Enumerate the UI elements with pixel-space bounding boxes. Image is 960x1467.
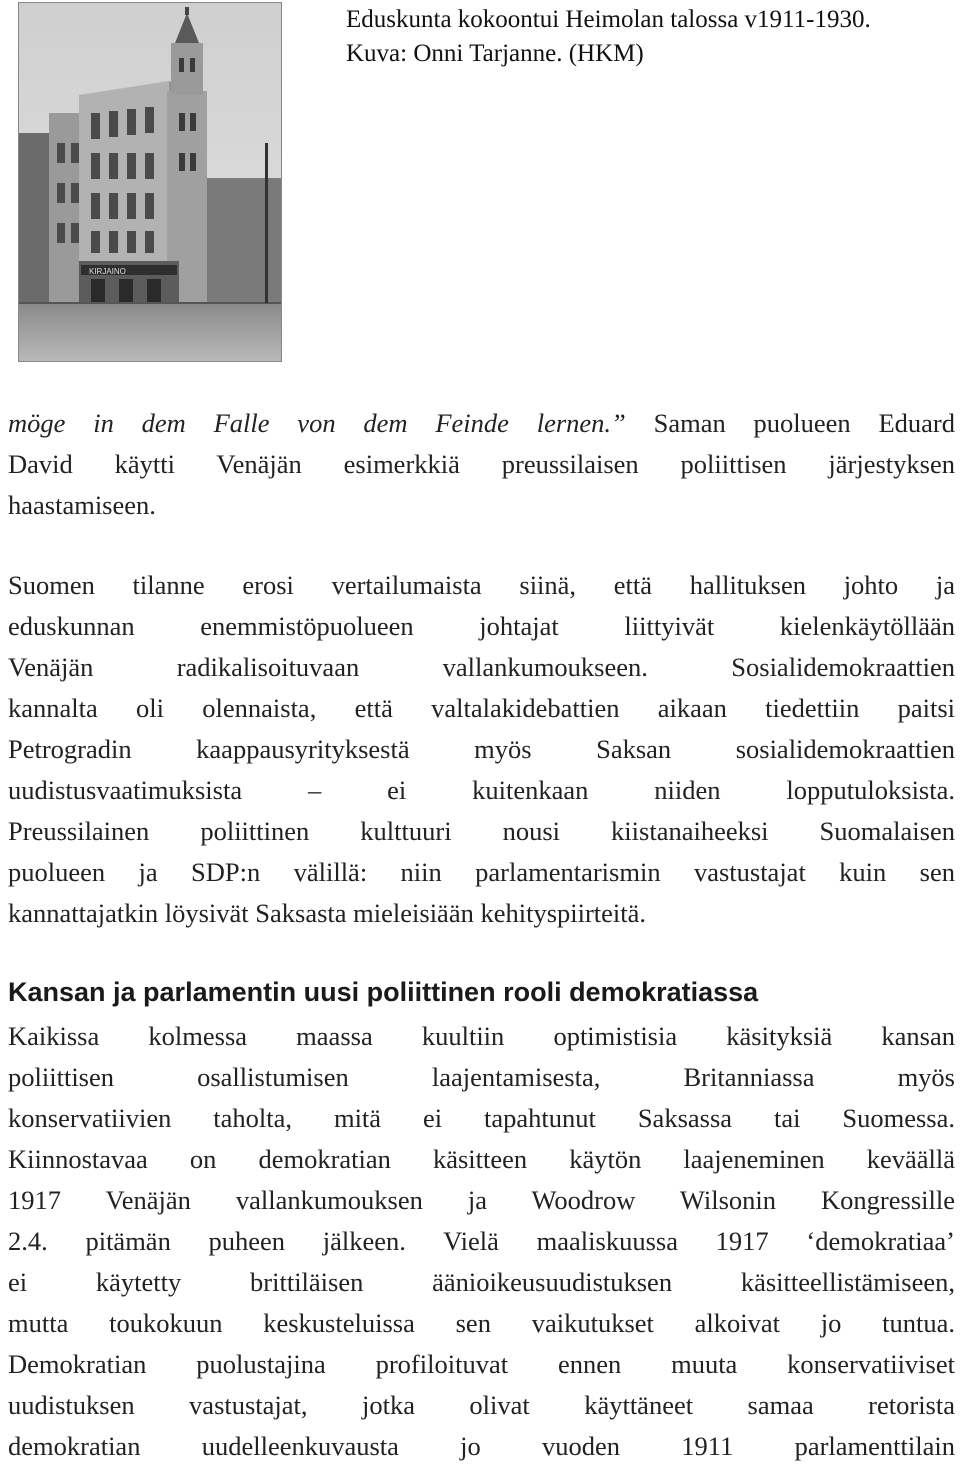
text-line: kannalta oli olennaista, että valtalakidebattien aikaan tiedettiin paitsi xyxy=(8,693,955,723)
text-line: kannattajatkin löysivät Saksasta mieleisiään kehityspiirteitä. xyxy=(8,898,647,928)
text-line: 1917 Venäjän vallankumouksen ja Woodrow Wilsonin Kongressille xyxy=(8,1185,955,1215)
text-line: Demokratian puolustajina profiloituvat ennen muuta konservatiiviset xyxy=(8,1349,955,1379)
paragraph-democracy xyxy=(8,1016,955,1467)
paragraph-finnish-situation xyxy=(8,565,955,934)
paragraph-continued-quote xyxy=(8,403,955,526)
german-quote: möge in dem Falle von dem Feinde lernen.” xyxy=(8,408,626,438)
caption-line: Eduskunta kokoontui Heimolan talossa v1911-1930. xyxy=(346,6,871,33)
text-run: Saman puolueen Eduard xyxy=(625,408,955,438)
text-line xyxy=(8,403,955,444)
heimola-building-image xyxy=(19,3,281,361)
text-line: uudistuksen vastustajat, jotka olivat käyttäneet samaa retorista xyxy=(8,1390,955,1420)
text-line: uudistusvaatimuksista – ei kuitenkaan niiden lopputuloksista. xyxy=(8,775,955,805)
text-line: haastamiseen. xyxy=(8,490,156,520)
text-line: 2.4. pitämän puheen jälkeen. Vielä maaliskuussa 1917 ‘demokratiaa’ xyxy=(8,1226,955,1256)
text-line: David käytti Venäjän esimerkkiä preussilaisen poliittisen järjestyksen xyxy=(8,449,955,479)
text-line: eduskunnan enemmistöpuolueen johtajat liittyivät kielenkäytöllään xyxy=(8,611,955,641)
building-photo xyxy=(18,2,282,362)
caption-line: Kuva: Onni Tarjanne. (HKM) xyxy=(346,40,644,67)
text-line: puolueen ja SDP:n välillä: niin parlamentarismin vastustajat kuin sen xyxy=(8,857,955,887)
text-line: Petrogradin kaappausyrityksestä myös Saksan sosialidemokraattien xyxy=(8,734,955,764)
section-heading: Kansan ja parlamentin uusi poliittinen rooli demokratiassa xyxy=(8,977,759,1007)
photo-caption xyxy=(346,3,946,71)
text-line: Preussilainen poliittinen kulttuuri nousi kiistanaiheeksi Suomalaisen xyxy=(8,816,955,846)
text-line: Suomen tilanne erosi vertailumaista siinä, että hallituksen johto ja xyxy=(8,570,955,600)
text-line: poliittisen osallistumisen laajentamisesta, Britanniassa myös xyxy=(8,1062,955,1092)
text-line: ei käytetty brittiläisen äänioikeusuudistuksen käsitteellistämiseen, xyxy=(8,1267,955,1297)
text-line: konservatiivien taholta, mitä ei tapahtunut Saksassa tai Suomessa. xyxy=(8,1103,955,1133)
text-line: Kaikissa kolmessa maassa kuultiin optimistisia käsityksiä kansan xyxy=(8,1021,955,1051)
text-line: mutta toukokuun keskusteluissa sen vaikutukset alkoivat jo tuntua. xyxy=(8,1308,955,1338)
text-line: demokratian uudelleenkuvausta jo vuoden 1911 parlamenttilain xyxy=(8,1431,955,1461)
text-line: Kiinnostavaa on demokratian käsitteen käytön laajeneminen keväällä xyxy=(8,1144,955,1174)
text-line: Venäjän radikalisoituvaan vallankumoukseen. Sosialidemokraattien xyxy=(8,652,955,682)
shop-sign: KIRJAINO xyxy=(89,267,126,276)
